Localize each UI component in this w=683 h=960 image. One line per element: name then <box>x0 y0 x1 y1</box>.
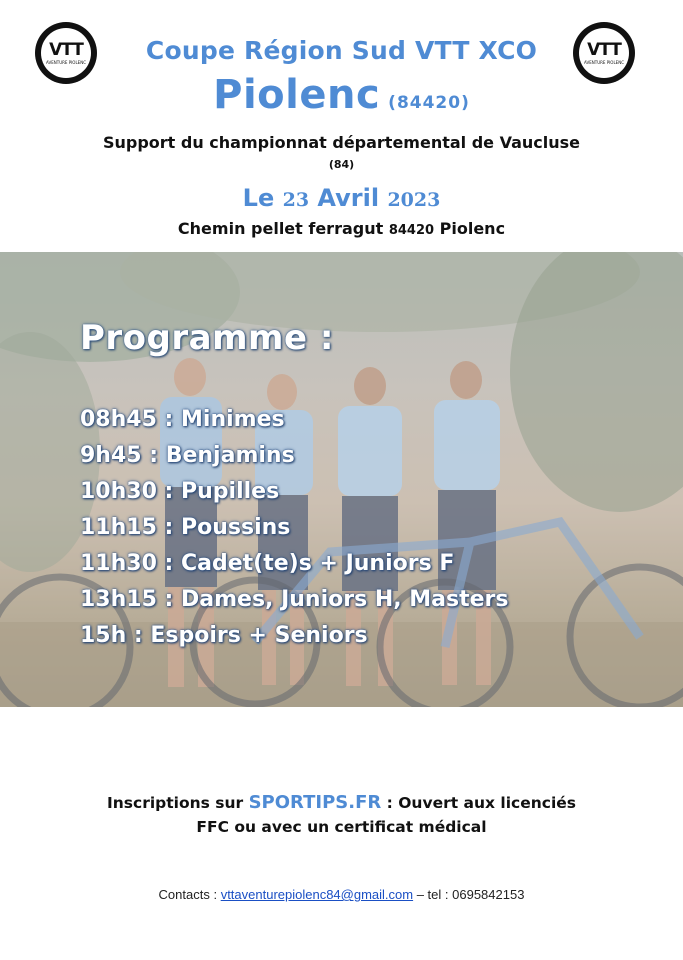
inscriptions-line-2: FFC ou avec un certificat médical <box>196 818 487 836</box>
schedule-item: 11h15 : Poussins <box>80 515 291 540</box>
address-street: Chemin pellet ferragut <box>177 219 384 238</box>
address-zip: 84420 <box>388 223 435 238</box>
event-address <box>0 219 683 238</box>
schedule-item: 11h30 : Cadet(te)s + Juniors F <box>80 551 455 576</box>
department-number: (84) <box>328 158 355 171</box>
date-year: 2023 <box>387 189 441 211</box>
sportips-link[interactable]: SPORTIPS.FR <box>248 792 382 813</box>
contacts-line <box>0 887 683 902</box>
event-date <box>0 184 683 212</box>
logo-text: VTT <box>587 39 621 60</box>
event-city <box>0 72 683 118</box>
date-prefix: Le <box>242 184 275 212</box>
support-line: Support du championnat départemental de Vaucluse <box>102 133 581 152</box>
schedule-item: 13h15 : Dames, Juniors H, Masters <box>80 587 509 612</box>
inscriptions-open-to: Ouvert aux licenciés <box>398 794 577 812</box>
contacts-tel-label: – tel : <box>416 887 449 902</box>
logo-subtext: AVENTURE PIOLENC <box>46 59 86 65</box>
schedule-item: 9h45 : Benjamins <box>80 443 295 468</box>
contact-email-link[interactable]: vttaventurepiolenc84@gmail.com <box>220 887 414 902</box>
city-name: Piolenc <box>213 72 381 118</box>
inscriptions-separator: : <box>386 794 393 812</box>
inscriptions-block <box>0 791 683 839</box>
city-postal-code: (84420) <box>388 93 470 113</box>
contacts-label: Contacts : <box>158 887 218 902</box>
date-month: Avril <box>317 184 380 212</box>
schedule-item: 10h30 : Pupilles <box>80 479 280 504</box>
logo-subtext: AVENTURE PIOLENC <box>584 59 624 65</box>
programme-heading: Programme : <box>80 318 334 358</box>
programme-schedule <box>80 402 508 654</box>
inscriptions-prefix: Inscriptions sur <box>106 794 244 812</box>
inscriptions-line-1 <box>0 791 683 815</box>
address-city: Piolenc <box>439 219 506 238</box>
schedule-item: 08h45 : Minimes <box>80 407 285 432</box>
event-title: Coupe Région Sud VTT XCO <box>145 36 538 65</box>
contact-phone: 0695842153 <box>452 887 525 902</box>
riders-photo <box>0 252 683 707</box>
date-day: 23 <box>282 189 310 211</box>
schedule-item: 15h : Espoirs + Seniors <box>80 623 368 648</box>
logo-text: VTT <box>49 39 83 60</box>
